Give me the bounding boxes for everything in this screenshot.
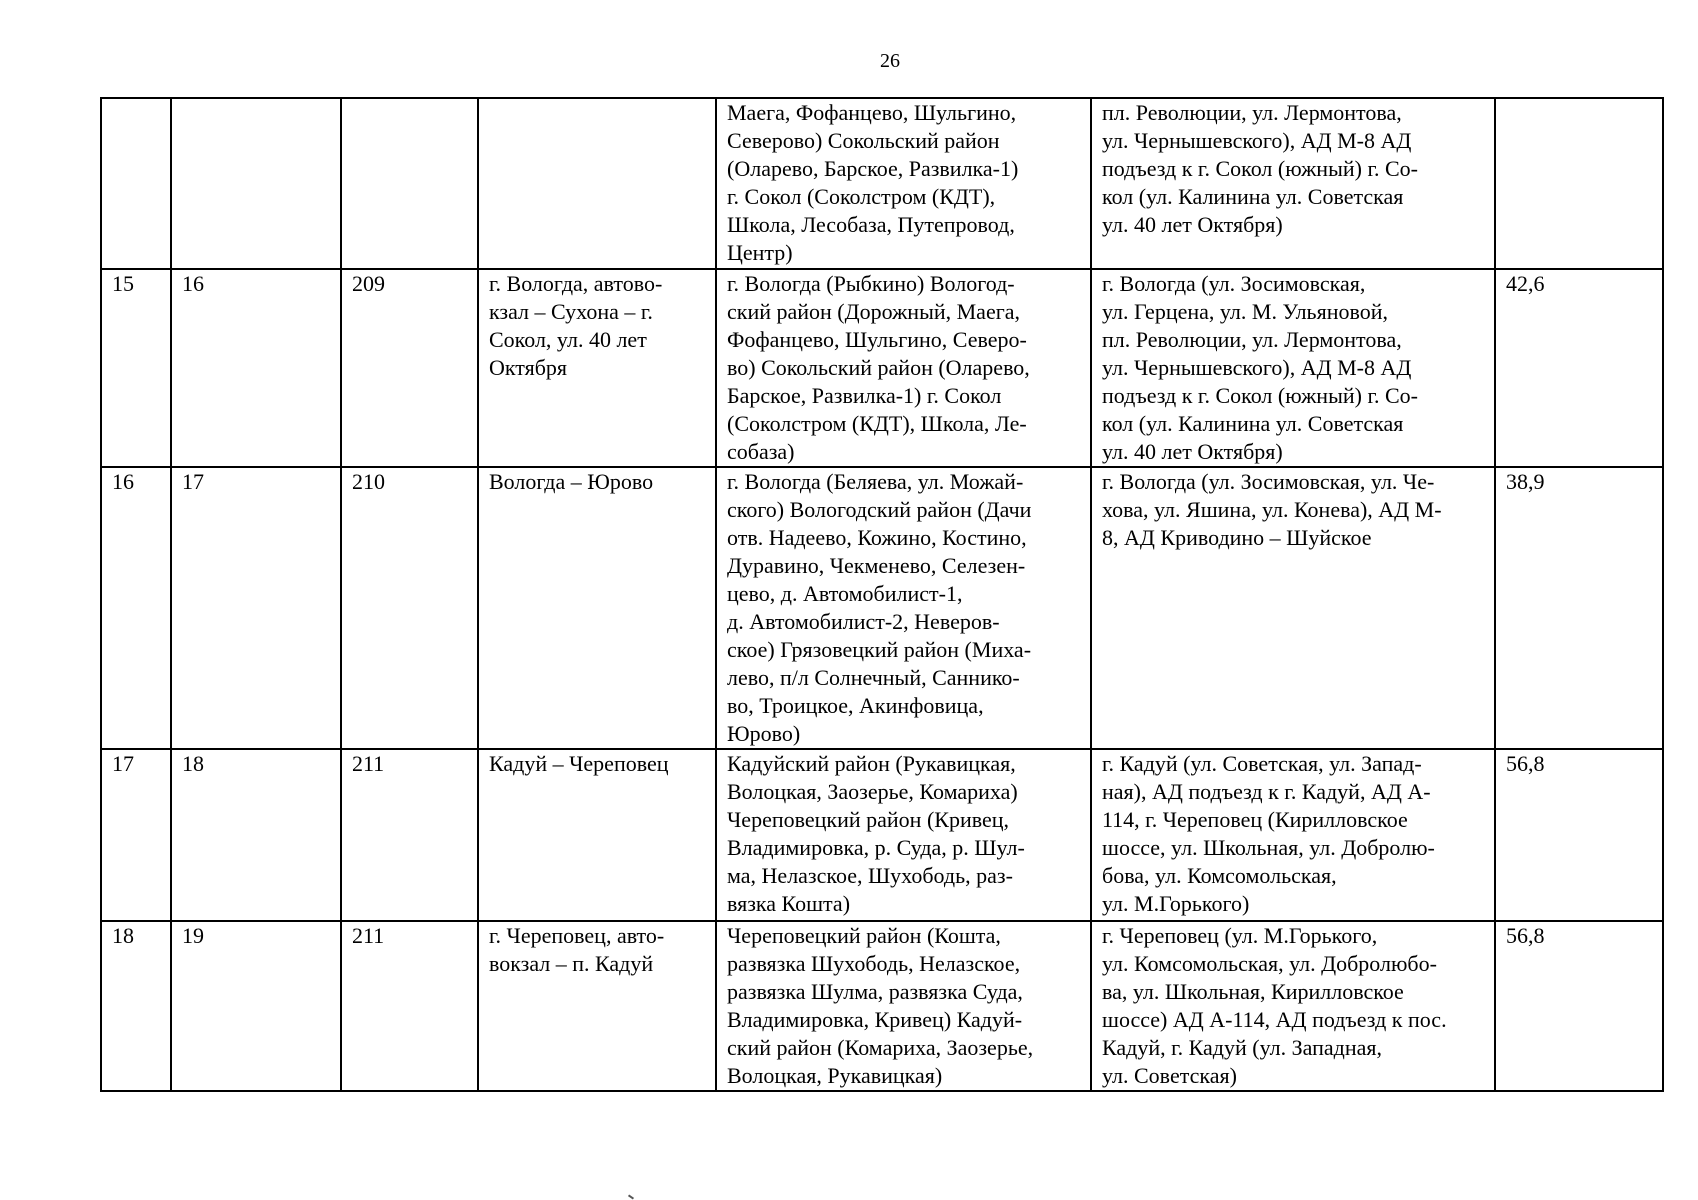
cell-stops: Кадуйский район (Рукавицкая, Волоцкая, Заозерье, Комариха) Череповецкий район (Кривец, Владимировка, р. Суда, р. Шул- ма, Нелазское, Шухободь, раз- вязка Кошта): [716, 749, 1091, 921]
cell-route-name: Кадуй – Череповец: [478, 749, 716, 921]
cell-row-number: 17: [101, 749, 171, 921]
cell-length: 42,6: [1495, 269, 1663, 467]
cell-streets: г. Вологда (ул. Зосимовская, ул. Герцена, ул. М. Ульяновой, пл. Революции, ул. Лермонтова, ул. Чернышевского), АД М-8 АД подъезд к г. Сокол (южный) г. Со- кол (ул. Калинина ул. Советская ул. 40 лет Октября): [1091, 269, 1495, 467]
cell-route-order: [171, 98, 341, 269]
cell-streets: г. Череповец (ул. М.Горького, ул. Комсомольская, ул. Добролюбо- ва, ул. Школьная, Кирилловское шоссе) АД А-114, АД подъезд к пос. Кадуй, г. Кадуй (ул. Западная, ул. Советская): [1091, 921, 1495, 1091]
cell-route-order: 18: [171, 749, 341, 921]
scan-mark: [628, 1194, 634, 1199]
cell-stops: г. Вологда (Беляева, ул. Можай- ского) Вологодский район (Дачи отв. Надеево, Кожино, Костино, Дуравино, Чекменево, Селезен- цево, д. Автомобилист-1, д. Автомобилист-2, Неверов- ское) Грязовецкий район (Миха- лево, п/л Солнечный, Саннико- во, Троицкое, Акинфовица, Юрово): [716, 467, 1091, 749]
cell-streets: пл. Революции, ул. Лермонтова, ул. Чернышевского), АД М-8 АД подъезд к г. Сокол (южный) г. Со- кол (ул. Калинина ул. Советская ул. 40 лет Октября): [1091, 98, 1495, 269]
cell-route-name: Вологда – Юрово: [478, 467, 716, 749]
cell-route-number: 209: [341, 269, 478, 467]
cell-row-number: 16: [101, 467, 171, 749]
cell-stops: Череповецкий район (Кошта, развязка Шухободь, Нелазское, развязка Шулма, развязка Суда, Владимировка, Кривец) Кадуй- ский район (Комариха, Заозерье, Волоцкая, Рукавицкая): [716, 921, 1091, 1091]
table-row: [101, 921, 1663, 1091]
cell-route-number: 211: [341, 921, 478, 1091]
cell-route-number: 211: [341, 749, 478, 921]
cell-stops: Маега, Фофанцево, Шульгино, Северово) Сокольский район (Оларево, Барское, Развилка-1) г. Сокол (Соколстром (КДТ), Школа, Лесобаза, Путепровод, Центр): [716, 98, 1091, 269]
cell-route-name: г. Череповец, авто- вокзал – п. Кадуй: [478, 921, 716, 1091]
page-number: 26: [880, 50, 900, 72]
cell-route-number: 210: [341, 467, 478, 749]
table-row: [101, 467, 1663, 749]
routes-table: [100, 97, 1664, 1092]
table-row: [101, 98, 1663, 269]
cell-streets: г. Вологда (ул. Зосимовская, ул. Че- хова, ул. Яшина, ул. Конева), АД М- 8, АД Криводино – Шуйское: [1091, 467, 1495, 749]
cell-streets: г. Кадуй (ул. Советская, ул. Запад- ная), АД подъезд к г. Кадуй, АД А- 114, г. Череповец (Кирилловское шоссе, ул. Школьная, ул. Добролю- бова, ул. Комсомольская, ул. М.Горького): [1091, 749, 1495, 921]
cell-row-number: 18: [101, 921, 171, 1091]
cell-stops: г. Вологда (Рыбкино) Вологод- ский район (Дорожный, Маега, Фофанцево, Шульгино, Северо- во) Сокольский район (Оларево, Барское, Развилка-1) г. Сокол (Соколстром (КДТ), Школа, Ле- собаза): [716, 269, 1091, 467]
cell-route-order: 17: [171, 467, 341, 749]
cell-route-order: 19: [171, 921, 341, 1091]
cell-length: 56,8: [1495, 749, 1663, 921]
cell-length: 56,8: [1495, 921, 1663, 1091]
table-row: [101, 269, 1663, 467]
cell-route-name: г. Вологда, автово- кзал – Сухона – г. Сокол, ул. 40 лет Октября: [478, 269, 716, 467]
cell-route-name: [478, 98, 716, 269]
cell-route-number: [341, 98, 478, 269]
cell-length: 38,9: [1495, 467, 1663, 749]
cell-row-number: [101, 98, 171, 269]
cell-route-order: 16: [171, 269, 341, 467]
table-row: [101, 749, 1663, 921]
cell-row-number: 15: [101, 269, 171, 467]
cell-length: [1495, 98, 1663, 269]
